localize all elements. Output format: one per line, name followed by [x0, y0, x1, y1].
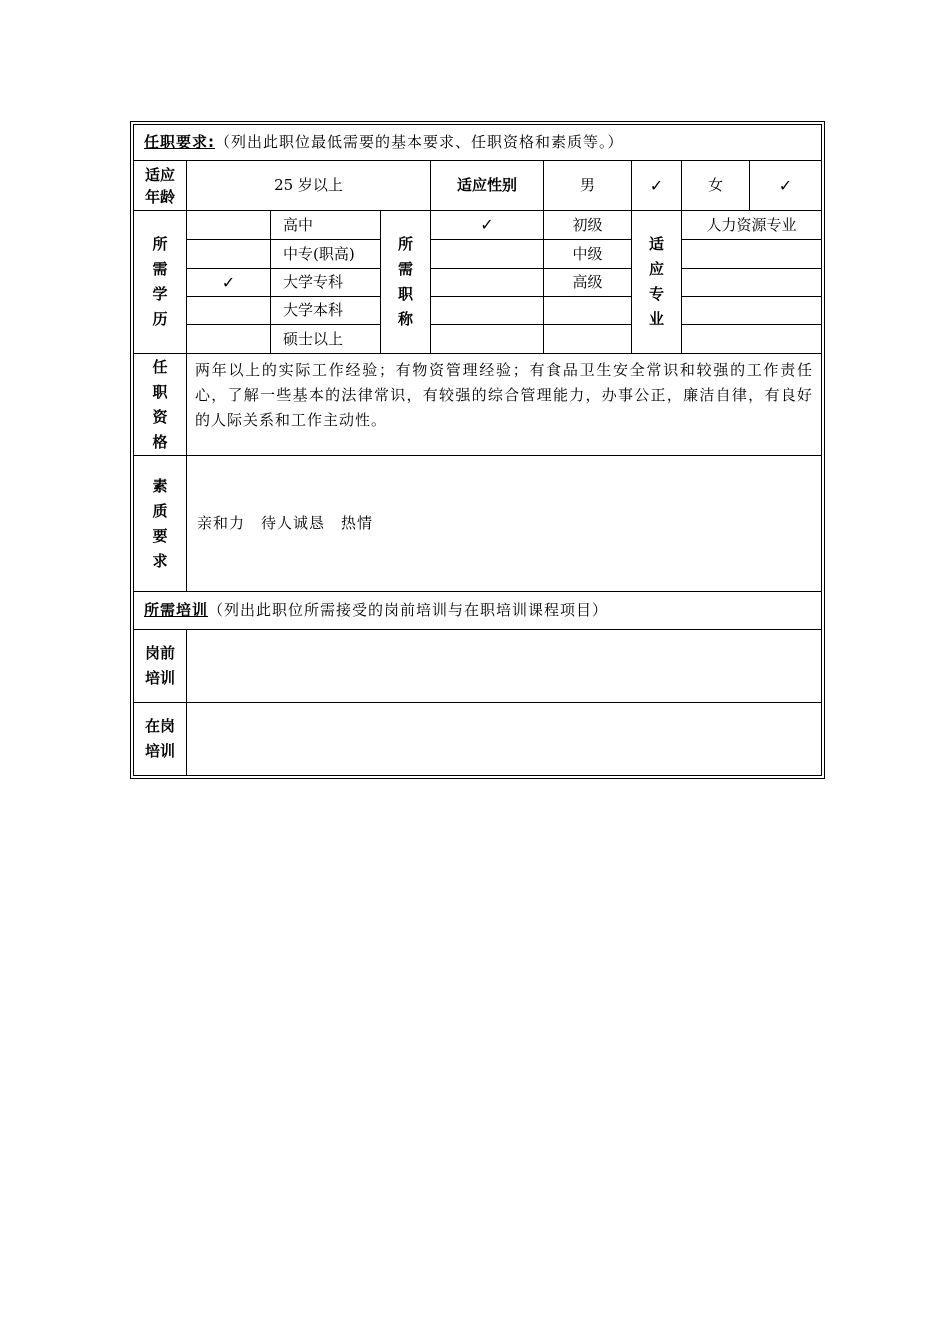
- on-job-label-line2: 培训: [144, 742, 175, 760]
- male-label: 男: [544, 161, 632, 211]
- major-value: [682, 297, 821, 325]
- education-check: [187, 297, 271, 325]
- education-label: [134, 211, 187, 354]
- education-option: 大学专科: [271, 269, 381, 297]
- title-check: [431, 269, 544, 297]
- requirements-note: （列出此职位最低需要的基本要求、任职资格和素质等。）: [215, 133, 624, 152]
- title-check: ✓: [431, 211, 544, 240]
- major-value: 人力资源专业: [682, 211, 821, 240]
- pre-job-training-label: [134, 630, 187, 703]
- major-label-char: 业: [648, 310, 664, 328]
- education-option: 中专(职高): [271, 240, 381, 269]
- major-value: [682, 269, 821, 297]
- on-job-training-label: [134, 703, 187, 775]
- major-label: [632, 211, 682, 354]
- on-job-label-line1: 在岗: [144, 717, 175, 735]
- major-label-char: 适: [648, 235, 664, 253]
- age-value: 25 岁以上: [187, 161, 431, 211]
- qualification-label-char: 职: [152, 382, 168, 401]
- title-label-char: 需: [397, 260, 413, 278]
- education-label-char: 需: [152, 260, 168, 278]
- pre-job-label-line1: 岗前: [144, 644, 175, 662]
- title-level: [544, 297, 632, 325]
- training-note: （列出此职位所需接受的岗前培训与在职培训课程项目）: [208, 601, 609, 620]
- education-check: ✓: [187, 269, 271, 297]
- major-label-char: 应: [648, 260, 664, 278]
- female-checkmark: ✓: [750, 161, 821, 211]
- education-block: [134, 211, 821, 354]
- title-level: 中级: [544, 240, 632, 269]
- requirements-header: [134, 125, 821, 161]
- title-level: 高级: [544, 269, 632, 297]
- education-check: [187, 211, 271, 240]
- title-label: [381, 211, 431, 354]
- female-label: 女: [682, 161, 750, 211]
- requirements-title: 任职要求:: [144, 133, 215, 152]
- gender-label: 适应性别: [431, 161, 544, 211]
- training-header: [134, 592, 821, 630]
- age-label: [134, 161, 187, 211]
- title-label-char: 所: [397, 235, 413, 253]
- title-level: 初级: [544, 211, 632, 240]
- qualification-label: [134, 354, 187, 456]
- male-checkmark: ✓: [632, 161, 682, 211]
- education-option: 硕士以上: [271, 325, 381, 354]
- education-option: 大学本科: [271, 297, 381, 325]
- education-check: [187, 240, 271, 269]
- major-label-char: 专: [648, 285, 664, 303]
- quality-label: [134, 456, 187, 592]
- quality-label-char: 要: [152, 526, 168, 545]
- training-title: 所需培训: [144, 601, 209, 620]
- title-check: [431, 297, 544, 325]
- major-value: [682, 325, 821, 354]
- qualification-label-char: 任: [152, 357, 168, 376]
- quality-label-char: 质: [152, 501, 168, 520]
- education-label-char: 历: [152, 310, 168, 328]
- qualification-label-char: 格: [152, 432, 168, 451]
- qualification-label-char: 资: [152, 407, 168, 426]
- age-label-line2: 年龄: [144, 187, 175, 206]
- job-requirements-form: [133, 124, 822, 776]
- education-option: 高中: [271, 211, 381, 240]
- pre-job-training-content[interactable]: [187, 630, 821, 703]
- title-label-char: 称: [397, 310, 413, 328]
- on-job-training-content[interactable]: [187, 703, 821, 775]
- quality-label-char: 求: [152, 551, 168, 570]
- major-value: [682, 240, 821, 269]
- quality-label-char: 素: [152, 476, 168, 495]
- title-check: [431, 240, 544, 269]
- pre-job-label-line2: 培训: [144, 669, 175, 687]
- title-level: [544, 325, 632, 354]
- education-check: [187, 325, 271, 354]
- quality-text: 亲和力 待人诚恳 热情: [187, 456, 821, 592]
- title-check: [431, 325, 544, 354]
- education-label-char: 所: [152, 235, 168, 253]
- education-label-char: 学: [152, 285, 168, 303]
- qualification-text: 两年以上的实际工作经验；有物资管理经验；有食品卫生安全常识和较强的工作责任心，了解一些基本的法律常识，有较强的综合管理能力，办事公正，廉洁自律，有良好的人际关系和工作主动性。: [187, 354, 821, 456]
- age-label-line1: 适应: [144, 165, 175, 184]
- title-label-char: 职: [397, 285, 413, 303]
